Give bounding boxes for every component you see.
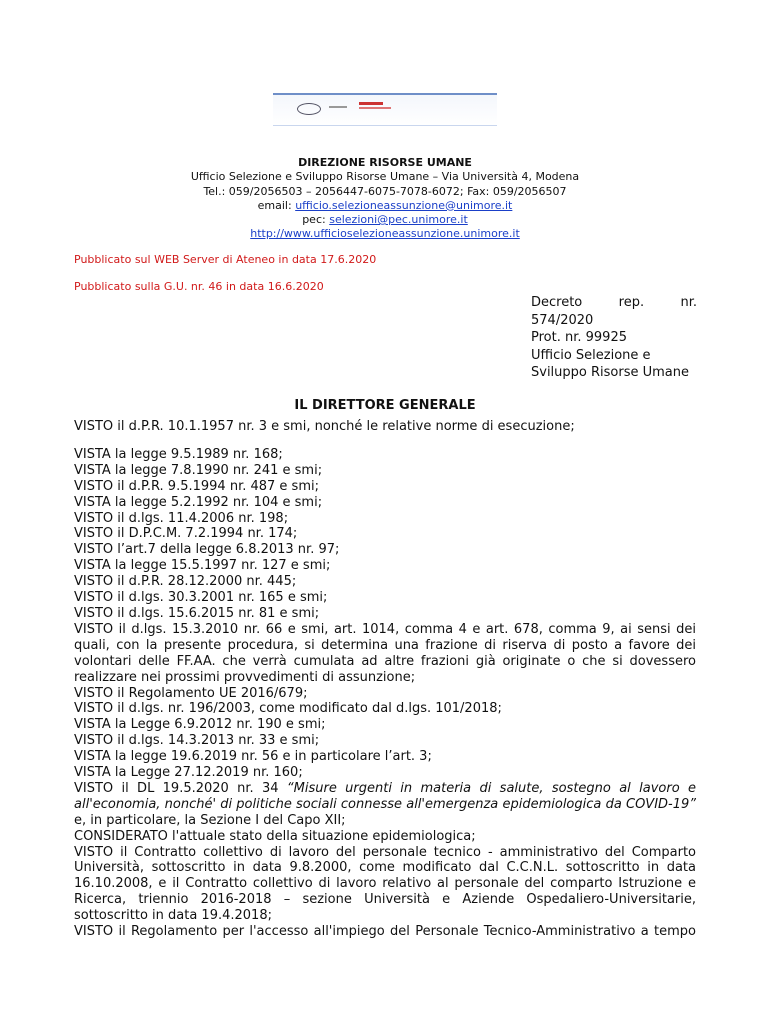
document-body: [74, 419, 696, 940]
logo-emblem-icon: [297, 103, 321, 115]
published-web-notice: Pubblicato sul WEB Server di Ateneo in data 17.6.2020: [74, 253, 377, 266]
department-name: DIREZIONE RISORSE UMANE: [298, 156, 472, 169]
list-item: VISTA la Legge 27.12.2019 nr. 160;: [74, 765, 303, 781]
document-title: IL DIRETTORE GENERALE: [294, 398, 476, 413]
list-item: VISTA la legge 5.2.1992 nr. 104 e smi;: [74, 494, 323, 510]
list-item: VISTA la legge 9.5.1989 nr. 168;: [74, 446, 283, 462]
office-address: Ufficio Selezione e Sviluppo Risorse Umane – Via Università 4, Modena: [190, 170, 580, 184]
list-item: VISTO il d.lgs. 15.3.2010 nr. 66 e smi, art. 1014, comma 4 e art. 678, comma 9, ai sensi dei quali, con la presente procedura, si determina una frazione di riserva di posto a favore dei volontari delle FF.AA. che verrà cumulata ad altre frazioni già originate o che si dovessero realizzare nei prossimi provvedimenti di assunzione;: [74, 621, 696, 685]
list-item: VISTO l’art.7 della legge 6.8.2013 nr. 97;: [74, 542, 340, 558]
phone-numbers: Tel.: 059/2056503 – 2056447-6075-7078-6072; Fax: 059/2056507: [203, 184, 567, 198]
website-link[interactable]: http://www.ufficioselezioneassunzione.unimore.it: [250, 227, 520, 241]
list-item: VISTO il d.lgs. 30.3.2001 nr. 165 e smi;: [74, 590, 328, 606]
list-item: VISTO il d.lgs. nr. 196/2003, come modificato dal d.lgs. 101/2018;: [74, 701, 502, 717]
list-item: VISTA la legge 15.5.1997 nr. 127 e smi;: [74, 558, 331, 574]
list-item: VISTO il d.lgs. 15.6.2015 nr. 81 e smi;: [74, 605, 320, 621]
list-item: VISTA la legge 7.8.1990 nr. 241 e smi;: [74, 462, 323, 478]
decree-office-2: Sviluppo Risorse Umane: [531, 365, 689, 380]
decree-office: Ufficio Selezione e: [531, 347, 651, 363]
pec-line: pec: selezioni@pec.unimore.it: [302, 213, 468, 227]
university-logo: [273, 93, 497, 126]
list-item: CONSIDERATO l'attuale stato della situazione epidemiologica;: [74, 828, 476, 844]
website-line: [0, 227, 770, 241]
list-item: VISTO il Regolamento UE 2016/679;: [74, 685, 308, 701]
published-gu-notice: Pubblicato sulla G.U. nr. 46 in data 16.6.2020: [74, 280, 324, 293]
list-item: VISTO il D.P.C.M. 7.2.1994 nr. 174;: [74, 526, 298, 542]
email-line: email: ufficio.selezioneassunzione@unimore.it: [257, 198, 513, 212]
pec-link[interactable]: selezioni@pec.unimore.it: [329, 213, 468, 227]
list-item: VISTO il d.lgs. 14.3.2013 nr. 33 e smi;: [74, 733, 320, 749]
list-item: VISTA la Legge 6.9.2012 nr. 190 e smi;: [74, 717, 326, 733]
paragraph: VISTO il d.P.R. 10.1.1957 nr. 3 e smi, nonché le relative norme di esecuzione;: [74, 419, 575, 434]
decree-block: Decreto rep. nr. 574/2020 Prot. nr. 99925 Ufficio Selezione e Sviluppo Risorse Umane: [531, 295, 697, 380]
protocol-number: Prot. nr. 99925: [531, 330, 627, 345]
email-link[interactable]: ufficio.selezioneassunzione@unimore.it: [295, 198, 513, 212]
list-item: VISTA la legge 19.6.2019 nr. 56 e in particolare l’art. 3;: [74, 749, 432, 765]
letterhead: [0, 156, 770, 242]
list-item: VISTO il d.P.R. 28.12.2000 nr. 445;: [74, 574, 297, 590]
decree-number: 574/2020: [531, 312, 594, 328]
list-item: VISTO il Contratto collettivo di lavoro del personale tecnico - amministrativo del Comparto Università, sottoscritto in data 9.8.2000, come modificato dal C.C.N.L. sottoscritto in data 16.10.2008, e il Contratto collettivo di lavoro relativo al personale del comparto Istruzione e Ricerca, triennio 2016-2018 – sezione Università e Aziende Ospedaliero-Universitarie, sottoscritto in data 19.4.2018;: [74, 844, 696, 924]
list-item: VISTO il d.P.R. 9.5.1994 nr. 487 e smi;: [74, 478, 319, 494]
list-item: VISTO il d.lgs. 11.4.2006 nr. 198;: [74, 510, 289, 526]
list-item: VISTO il DL 19.5.2020 nr. 34 “Misure urgenti in materia di salute, sostegno al lavoro e all'economia, nonché' di politiche sociali connesse all'emergenza epidemiologica da COVID-19” e, in particolare, la Sezione I del Capo XII;: [74, 780, 696, 828]
list-item: VISTO il Regolamento per l'accesso all'impiego del Personale Tecnico-Amministrativo a tempo: [74, 924, 696, 940]
